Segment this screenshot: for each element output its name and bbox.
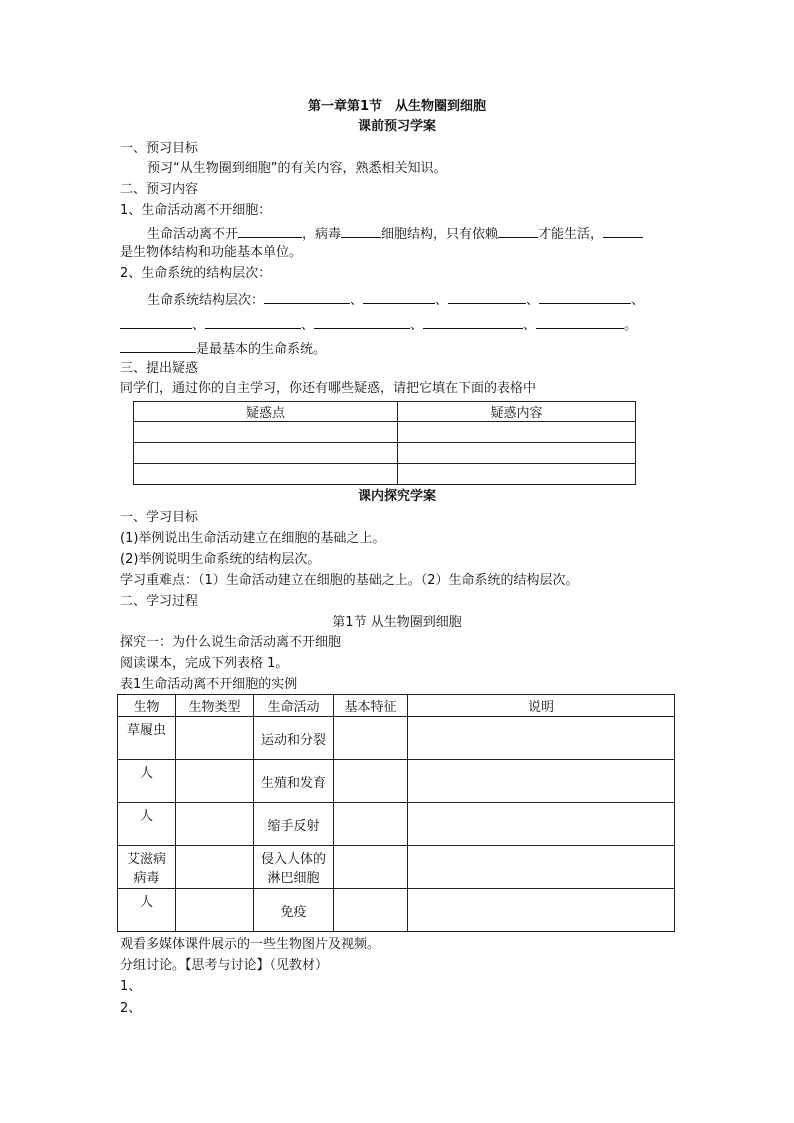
feature-cell[interactable] <box>334 889 408 932</box>
q1-text-a: 生命活动离不开 <box>147 227 239 242</box>
learning-goal-1: (1)举例说出生命活动建立在细胞的基础之上。 <box>120 531 386 546</box>
preview-content-title: 二、预习内容 <box>120 182 199 197</box>
header-organism-type: 生物类型 <box>176 695 254 717</box>
blank-field[interactable] <box>536 315 624 329</box>
blank-field[interactable] <box>205 315 301 329</box>
blank-field[interactable] <box>120 339 196 353</box>
feature-cell[interactable] <box>334 760 408 803</box>
separator: 、 <box>350 293 364 308</box>
doubt-cell[interactable] <box>398 422 636 443</box>
explanation-cell[interactable] <box>408 803 675 846</box>
activity-cell <box>254 889 334 932</box>
blank-field[interactable] <box>603 224 643 238</box>
doubt-header-content: 疑惑内容 <box>398 402 636 422</box>
learning-goal-title: 一、学习目标 <box>120 510 199 525</box>
q2-text-end: 是最基本的生命系统。 <box>196 342 327 357</box>
activity-text: 缩手反射 <box>267 818 320 834</box>
header-life-activity: 生命活动 <box>254 695 334 717</box>
activity-cell <box>254 760 334 803</box>
explanation-cell[interactable] <box>408 717 675 760</box>
organism-cell <box>118 803 176 846</box>
blank-field[interactable] <box>498 224 538 238</box>
question-2-title: 2、生命系统的结构层次： <box>120 266 272 281</box>
separator: 、 <box>410 318 424 333</box>
read-instruction: 阅读课本，完成下列表格 1。 <box>120 656 289 671</box>
q2-text-a: 生命系统结构层次： <box>147 293 265 308</box>
organism-name-line-2: 病毒 <box>133 871 160 886</box>
organism-name: 人 <box>139 766 153 781</box>
table-caption: 表1生命活动离不开细胞的实例 <box>120 677 298 692</box>
blank-field[interactable] <box>238 224 302 238</box>
type-cell[interactable] <box>176 717 254 760</box>
preview-heading: 课前预习学案 <box>357 119 436 134</box>
explanation-cell[interactable] <box>408 846 675 889</box>
learning-goal-2: (2)举例说明生命系统的结构层次。 <box>120 552 321 567</box>
period: 。 <box>624 318 638 333</box>
blank-field[interactable] <box>448 290 526 304</box>
activity-text: 免疫 <box>280 904 307 920</box>
activity-text: 侵入人体的 <box>260 852 326 867</box>
organism-name: 草履虫 <box>126 723 166 738</box>
blank-field[interactable] <box>423 315 523 329</box>
doubt-cell[interactable] <box>398 464 636 485</box>
organism-cell <box>118 889 176 932</box>
doubt-title: 三、提出疑惑 <box>120 361 199 376</box>
feature-cell[interactable] <box>334 717 408 760</box>
question-1-line <box>147 224 643 244</box>
header-organism: 生物 <box>118 695 176 717</box>
blank-field[interactable] <box>314 315 410 329</box>
activity-text-line-2: 淋巴细胞 <box>267 871 320 886</box>
organism-name: 艾滋病 <box>126 852 166 867</box>
separator: 、 <box>435 293 449 308</box>
doubt-table <box>133 401 636 485</box>
discussion-item-1: 1、 <box>120 979 142 994</box>
blank-field[interactable] <box>120 315 192 329</box>
table-row <box>118 846 675 889</box>
blank-field[interactable] <box>264 290 350 304</box>
inclass-heading: 课内探究学案 <box>357 489 436 504</box>
activity-cell <box>254 846 334 889</box>
organism-cell <box>118 717 176 760</box>
process-title: 二、学习过程 <box>120 594 199 609</box>
doubt-cell[interactable] <box>134 443 398 464</box>
explanation-cell[interactable] <box>408 889 675 932</box>
preview-goal-title: 一、预习目标 <box>120 141 199 156</box>
table-row <box>118 803 675 846</box>
feature-cell[interactable] <box>334 803 408 846</box>
separator: 、 <box>192 318 206 333</box>
blank-field[interactable] <box>341 224 381 238</box>
blank-field[interactable] <box>363 290 435 304</box>
header-basic-feature: 基本特征 <box>334 695 408 717</box>
organism-cell <box>118 760 176 803</box>
table-row <box>118 889 675 932</box>
type-cell[interactable] <box>176 846 254 889</box>
organism-cell <box>118 846 176 889</box>
blank-field[interactable] <box>539 290 631 304</box>
feature-cell[interactable] <box>334 846 408 889</box>
header-explanation: 说明 <box>408 695 675 717</box>
doubt-header-point: 疑惑点 <box>134 402 398 422</box>
separator: 、 <box>523 318 537 333</box>
watch-instruction: 观看多媒体课件展示的一些生物图片及视频。 <box>120 937 381 952</box>
section-title: 第1节 从生物圈到细胞 <box>332 615 462 630</box>
key-points: 学习重难点：（1）生命活动建立在细胞的基础之上。（2）生命系统的结构层次。 <box>120 573 579 588</box>
activity-text: 运动和分裂 <box>260 732 326 748</box>
explore-question: 探究一：为什么说生命活动离不开细胞 <box>120 635 342 650</box>
type-cell[interactable] <box>176 803 254 846</box>
question-2-line-1 <box>147 290 644 310</box>
type-cell[interactable] <box>176 760 254 803</box>
q1-text-d: 才能生活， <box>538 227 604 242</box>
preview-goal-text: 预习“从生物圈到细胞”的有关内容，熟悉相关知识。 <box>147 161 447 176</box>
organism-name: 人 <box>139 809 153 824</box>
question-2-line-3 <box>120 339 326 359</box>
separator: 、 <box>526 293 540 308</box>
table-row <box>118 717 675 760</box>
question-1-end: 是生物体结构和功能基本单位。 <box>120 245 303 260</box>
activity-cell <box>254 717 334 760</box>
explanation-cell[interactable] <box>408 760 675 803</box>
doubt-cell[interactable] <box>398 443 636 464</box>
doubt-cell[interactable] <box>134 422 398 443</box>
activity-text: 生殖和发育 <box>260 775 326 791</box>
question-2-line-2 <box>120 315 637 335</box>
question-1-title: 1、生命活动离不开细胞： <box>120 203 272 218</box>
separator: 、 <box>301 318 315 333</box>
doubt-cell[interactable] <box>134 464 398 485</box>
doubt-text: 同学们，通过你的自主学习，你还有哪些疑惑，请把它填在下面的表格中 <box>120 381 537 396</box>
q1-text-c: 细胞结构，只有依赖 <box>381 227 499 242</box>
discussion-instruction: 分组讨论。【思考与讨论】（见教材） <box>120 958 329 973</box>
organism-name: 人 <box>139 895 153 910</box>
q1-text-b: ，病毒 <box>302 227 342 242</box>
activity-cell <box>254 803 334 846</box>
page-title: 第一章第1节 从生物圈到细胞 <box>307 99 487 114</box>
type-cell[interactable] <box>176 889 254 932</box>
discussion-item-2: 2、 <box>120 1001 142 1016</box>
life-activity-table <box>117 694 675 932</box>
table-row <box>118 760 675 803</box>
separator: 、 <box>631 293 645 308</box>
